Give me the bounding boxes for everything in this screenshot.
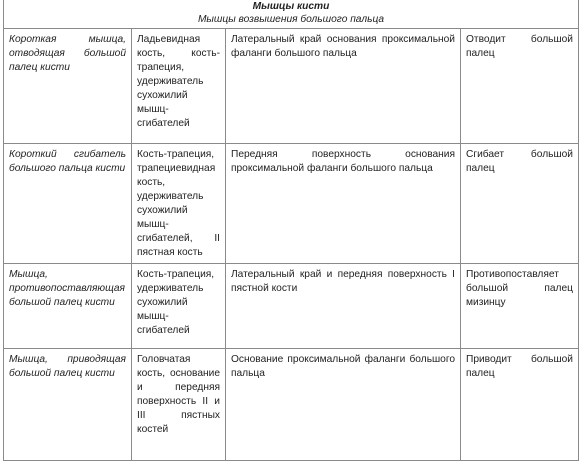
function-cell: Сгибает большой палец — [461, 144, 579, 264]
table-header-row — [4, 0, 579, 29]
origin-cell: Ладьевидная кость, кость-трапеция, удерживатель сухожилий мышц-сгибателей — [132, 29, 226, 144]
muscle-name-cell: Мышца, противопоставляющая большой палец кисти — [4, 264, 132, 349]
origin-cell: Кость-трапеция, трапециевидная кость, удерживатель сухожилий мышц-сгибателей, II пястная кость — [132, 144, 226, 264]
origin-cell: Кость-трапеция, удерживатель сухожилий мышц-сгибателей — [132, 264, 226, 349]
muscle-name-cell: Мышца, приводящая большой палец кисти — [4, 349, 132, 461]
function-cell: Приводит большой палец — [461, 349, 579, 461]
table-header-cell — [4, 0, 579, 29]
origin-cell: Головчатая кость, основание и передняя поверхность II и III пястных костей — [132, 349, 226, 461]
function-cell: Отводит большой палец — [461, 29, 579, 144]
table-row — [4, 264, 579, 349]
table-row — [4, 29, 579, 144]
function-cell: Противопоставляет большой палец мизинцу — [461, 264, 579, 349]
table-subtitle: Мышцы возвышения большого пальца — [197, 14, 385, 25]
muscles-table — [3, 0, 579, 461]
insertion-cell: Латеральный край основания проксимальной фаланги большого пальца — [226, 29, 461, 144]
table-title: Мышцы кисти — [252, 1, 330, 12]
insertion-cell: Передняя поверхность основания проксимальной фаланги большого пальца — [226, 144, 461, 264]
muscle-name-cell: Короткая мышца, отводящая большой палец кисти — [4, 29, 132, 144]
table-row — [4, 144, 579, 264]
muscle-name-cell: Короткий сгибатель большого пальца кисти — [4, 144, 132, 264]
insertion-cell: Основание проксимальной фаланги большого пальца — [226, 349, 461, 461]
table-row — [4, 349, 579, 461]
insertion-cell: Латеральный край и передняя поверхность I пястной кости — [226, 264, 461, 349]
